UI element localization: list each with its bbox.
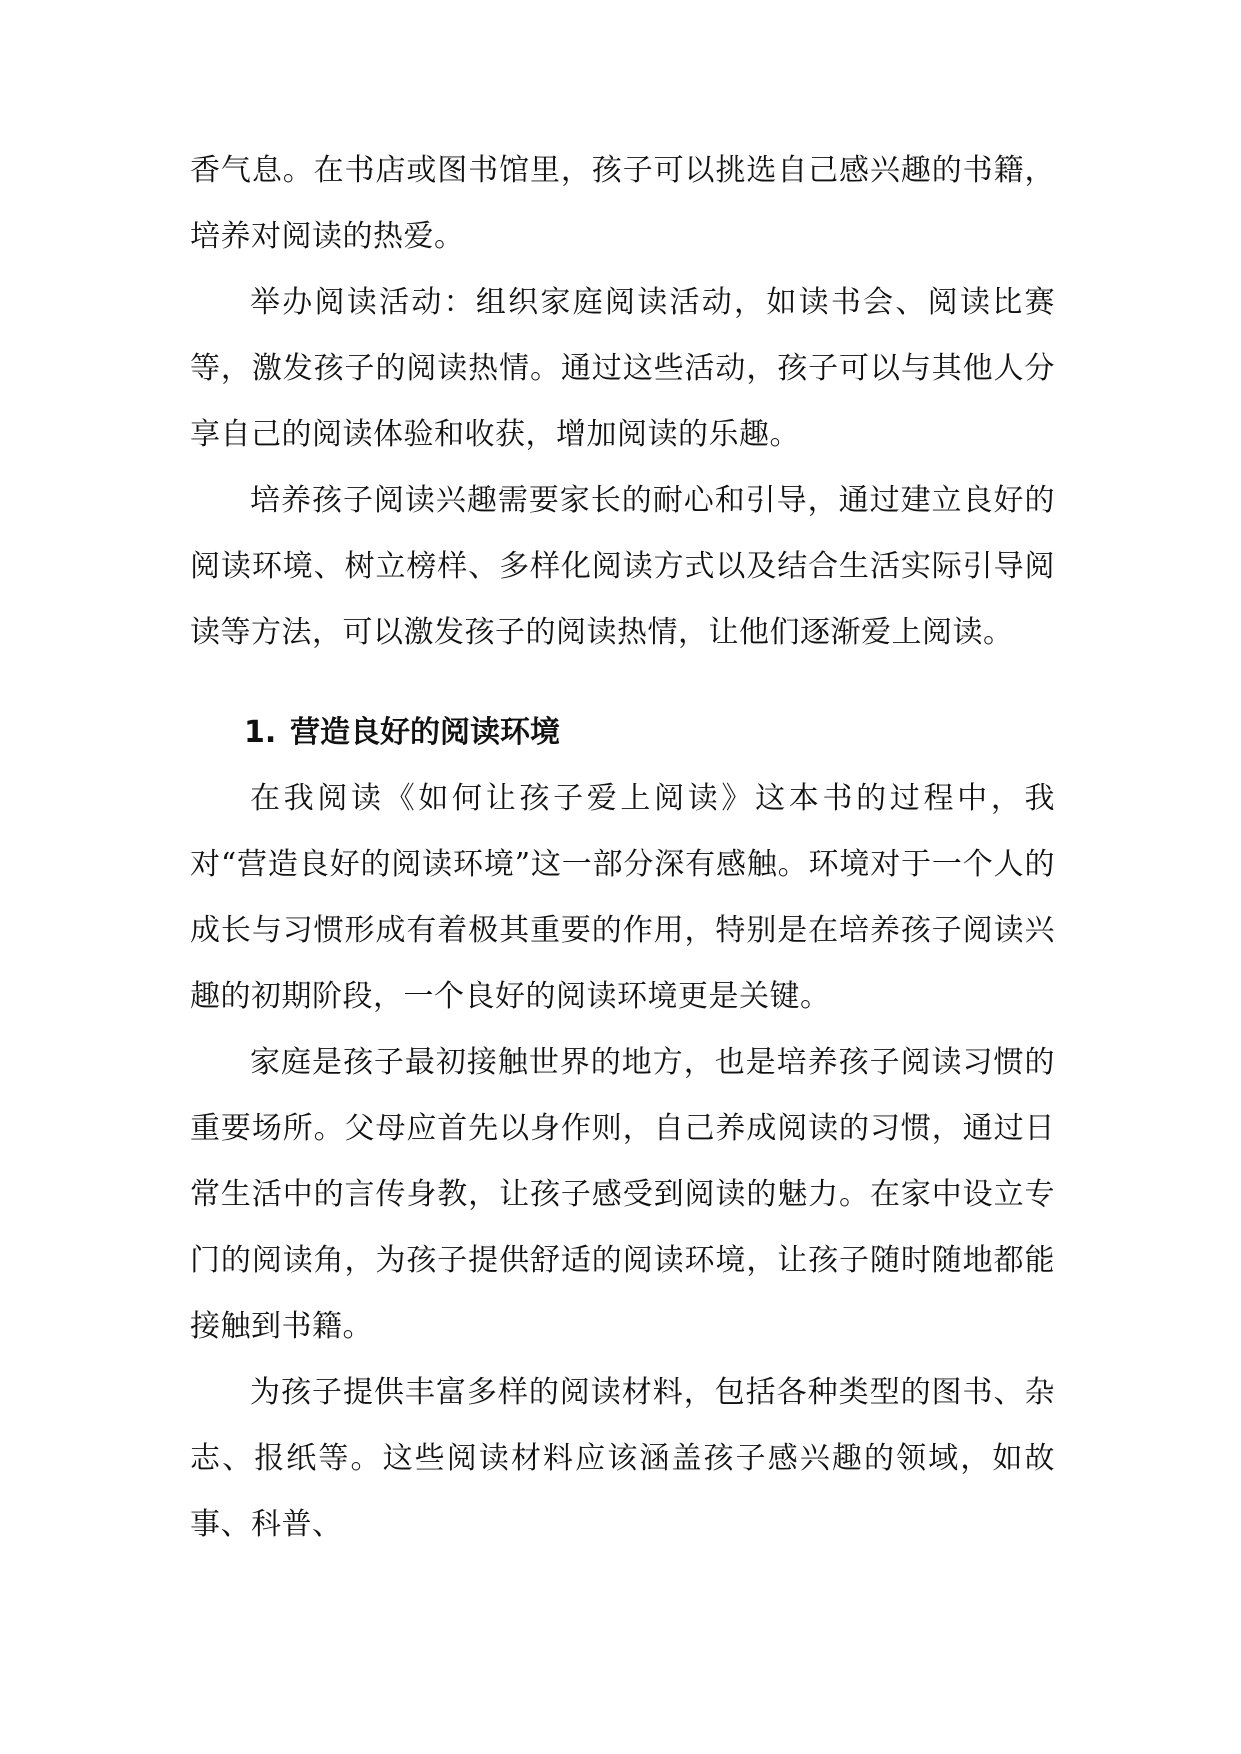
paragraph-reading-activities: 举办阅读活动：组织家庭阅读活动，如读书会、阅读比赛等，激发孩子的阅读热情。通过这些活动，孩子可以与其他人分享自己的阅读体验和收获，增加阅读的乐趣。 [190,285,1055,452]
paragraph-continuation: 香气息。在书店或图书馆里，孩子可以挑选自己感兴趣的书籍，培养对阅读的热爱。 [190,153,1055,254]
paragraph-family: 家庭是孩子最初接触世界的地方，也是培养孩子阅读习惯的重要场所。父母应首先以身作则，自己养成阅读的习惯，通过日常生活中的言传身教，让孩子感受到阅读的魅力。在家中设立专门的阅读角，为孩子提供舒适的阅读环境，让孩子随时随地都能接触到书籍。 [190,1045,1055,1344]
section-heading [190,700,1055,766]
paragraph-summary: 培养孩子阅读兴趣需要家长的耐心和引导，通过建立良好的阅读环境、树立榜样、多样化阅读方式以及结合生活实际引导阅读等方法，可以激发孩子的阅读热情，让他们逐渐爱上阅读。 [190,483,1055,650]
paragraph-materials: 为孩子提供丰富多样的阅读材料，包括各种类型的图书、杂志、报纸等。这些阅读材料应该涵盖孩子感兴趣的领域，如故事、科普、 [190,1375,1055,1542]
document-body [190,138,1055,1558]
section-number: 1. [244,715,277,750]
paragraph-intro: 在我阅读《如何让孩子爱上阅读》这本书的过程中，我对“营造良好的阅读环境”这一部分深有感触。环境对于一个人的成长与习惯形成有着极其重要的作用，特别是在培养孩子阅读兴趣的初期阶段，一个良好的阅读环境更是关键。 [190,781,1055,1014]
section-title: 营造良好的阅读环境 [290,715,560,750]
